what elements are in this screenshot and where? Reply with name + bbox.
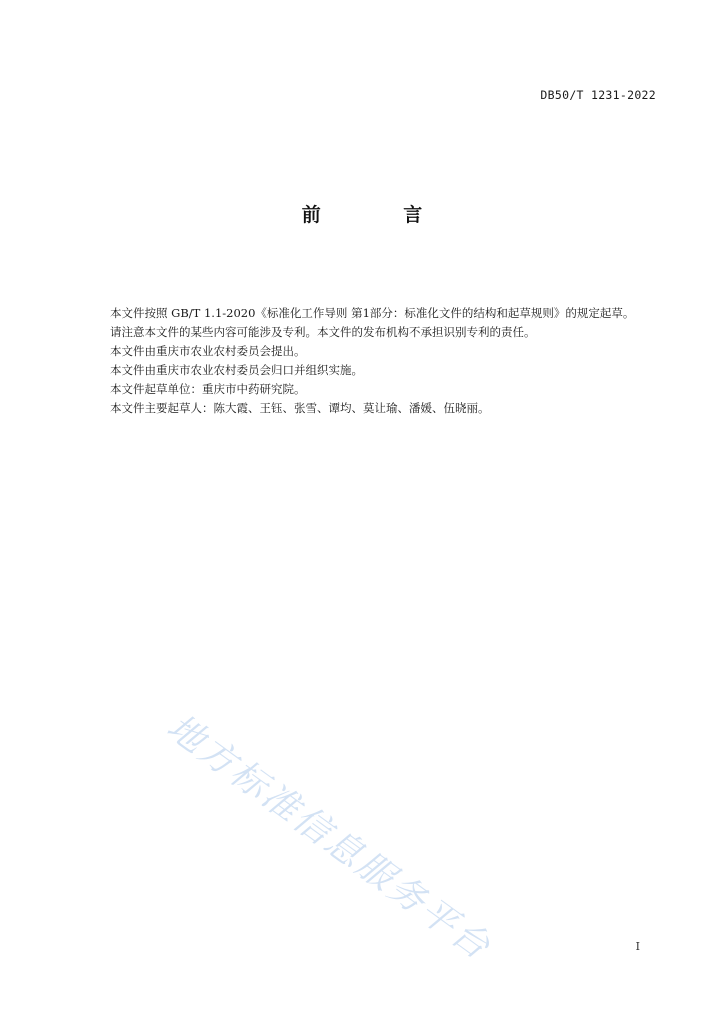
watermark-text: 地方标准信息服务平台 [159, 706, 499, 969]
paragraph-drafting-unit: 本文件起草单位：重庆市中药研究院。 [110, 382, 306, 396]
paragraph-patent-notice: 请注意本文件的某些内容可能涉及专利。本文件的发布机构不承担识别专利的责任。 [110, 325, 536, 339]
page-number: I [635, 940, 640, 953]
paragraph-administered-by: 本文件由重庆市农业农村委员会归口并组织实施。 [110, 363, 363, 377]
paragraph-drafting-rules: 本文件按照 GB/T 1.1-2020《标准化工作导则 第1部分：标准化文件的结构和起草规则》的规定起草。 [110, 306, 635, 320]
paragraph-proposed-by: 本文件由重庆市农业农村委员会提出。 [110, 344, 306, 358]
paragraph-main-drafters: 本文件主要起草人：陈大霞、王钰、张雪、谭均、莫让瑜、潘媛、伍晓丽。 [110, 401, 490, 415]
document-code: DB50/T 1231-2022 [540, 88, 656, 102]
section-title: 前 言 [301, 204, 461, 226]
foreword-body [87, 304, 659, 418]
